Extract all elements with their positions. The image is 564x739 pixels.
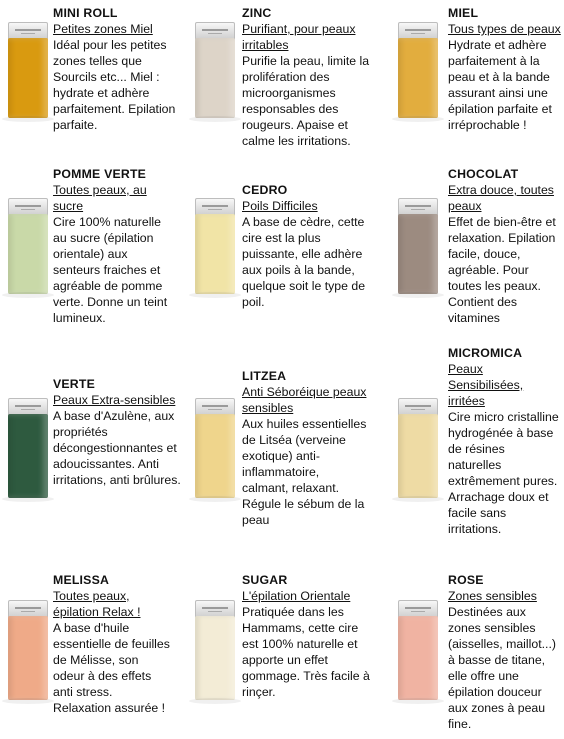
wax-cartridge-image (8, 198, 48, 294)
wax-cartridge-image (195, 398, 235, 498)
product-subtitle: Anti Séboréique peaux sensibles (242, 385, 367, 415)
product-name: SUGAR (242, 573, 288, 587)
product-subtitle: Poils Difficiles (242, 199, 318, 213)
product-description: Purifie la peau, limite la prolifération des microorganismes responsables des rougeurs. Apaise et calme les irritations. (242, 54, 370, 148)
wax-cartridge-image (398, 198, 438, 294)
product-description: Idéal pour les petites zones telles que Sourcils etc... Miel : hydrate et adhère parfaitement. Epilation parfaite. (53, 38, 176, 132)
product-name: LITZEA (242, 369, 287, 383)
product-subtitle: Toutes peaux, épilation Relax ! (53, 589, 141, 619)
wax-cartridge-image (398, 22, 438, 118)
product-subtitle: Peaux Extra-sensibles (53, 393, 176, 407)
wax-cartridge-image (8, 398, 48, 498)
product-name: ZINC (242, 6, 272, 20)
product-name: CHOCOLAT (448, 167, 519, 181)
wax-cartridge-image (8, 22, 48, 118)
wax-cartridge-image (195, 198, 235, 294)
wax-cartridge-image (8, 600, 48, 700)
product-subtitle: L'épilation Orientale (242, 589, 351, 603)
wax-cartridge-image (195, 22, 235, 118)
product-description: Hydrate et adhère parfaitement à la peau et à la bande assurant ainsi une épilation parfaite et irréprochable ! (448, 38, 552, 132)
product-description: Aux huiles essentielles de Litséa (verveine exotique) anti-inflammatoire, calmant, relaxant. Régule le sébum de la peau (242, 417, 367, 527)
product-description: Destinées aux zones sensibles (aisselles, maillot...) à basse de titane, elle offre une épilation douceur aux zones à peau fine. (448, 605, 556, 731)
product-description: Pratiquée dans les Hammams, cette cire est 100% naturelle et apporte un effet gommage. Très facile à rinçer. (242, 605, 370, 699)
product-name: ROSE (448, 573, 484, 587)
product-description: Cire micro cristalline hydrogénée à base de résines naturelles extrêmement pures. Arrachage doux et facile sans irritations. (448, 410, 559, 536)
product-name: POMME VERTE (53, 167, 147, 181)
product-name: MIEL (448, 6, 479, 20)
product-subtitle: Tous types de peaux (448, 22, 561, 36)
wax-cartridge-image (195, 600, 235, 700)
product-subtitle: Petites zones Miel (53, 22, 153, 36)
product-name: MINI ROLL (53, 6, 118, 20)
product-subtitle: Toutes peaux, au sucre (53, 183, 147, 213)
product-name: MELISSA (53, 573, 110, 587)
product-subtitle: Peaux Sensibilisées, irritées (448, 362, 524, 408)
product-subtitle: Extra douce, toutes peaux (448, 183, 554, 213)
product-subtitle: Zones sensibles (448, 589, 537, 603)
product-description: A base de cèdre, cette cire est la plus puissante, elle adhère aux poils à la bande, quelque soit le type de poil. (242, 215, 366, 309)
product-subtitle: Purifiant, pour peaux irritables (242, 22, 356, 52)
product-description: A base d'huile essentielle de feuilles de Mélisse, son odeur à des effets anti stress. Relaxation assurée ! (53, 621, 170, 715)
product-description: Effet de bien-être et relaxation. Epilation facile, douce, agréable. Pour toutes les peaux. Contient des vitamines (448, 215, 556, 325)
wax-cartridge-image (398, 398, 438, 498)
product-name: MICROMICA (448, 346, 523, 360)
product-description: Cire 100% naturelle au sucre (épilation orientale) aux senteurs fraiches et agréable de pomme verte. Donne un teint lumineux. (53, 215, 168, 325)
wax-cartridge-image (398, 600, 438, 700)
product-name: VERTE (53, 377, 95, 391)
product-name: CEDRO (242, 183, 288, 197)
product-description: A base d'Azulène, aux propriétés décongestionnantes et adoucissantes. Anti irritations, anti brûlures. (53, 409, 181, 487)
